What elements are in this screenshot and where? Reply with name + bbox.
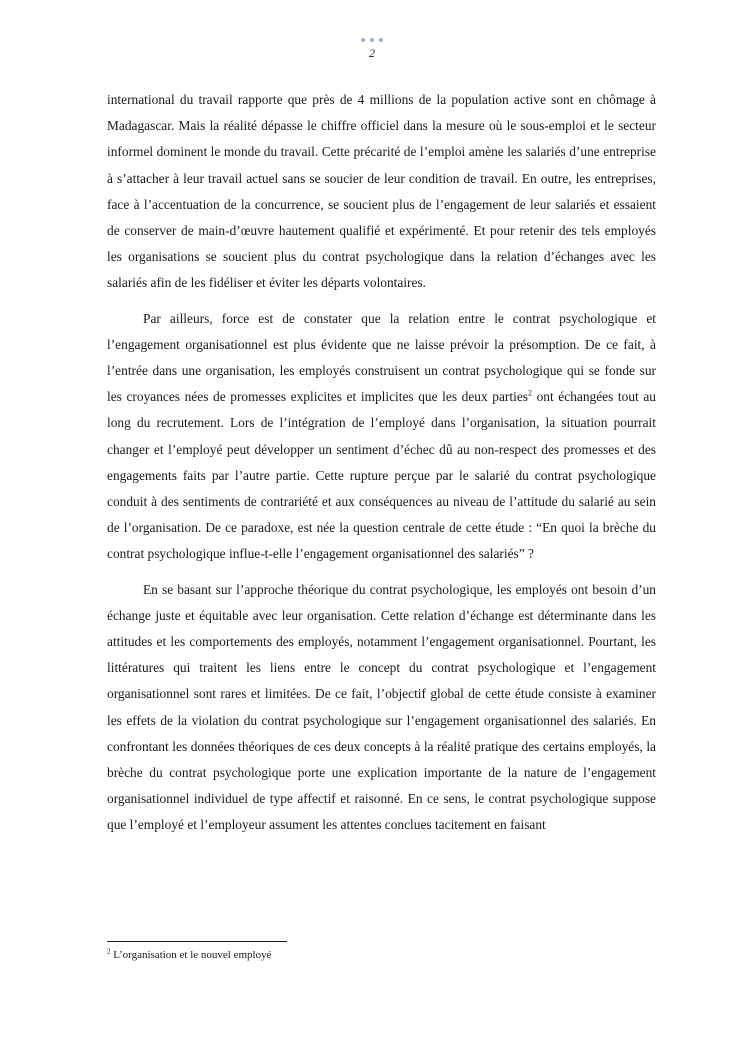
footnote [107,948,656,962]
paragraph-1: international du travail rapporte que près de 4 millions de la population active sont en chômage à Madagascar. Mais la réalité dépasse le chiffre officiel dans la mesure où le sous-emploi et le secteur informel dominent le monde du travail. Cette précarité de l’emploi amène les salariés d’une entreprise à s’attacher à leur travail actuel sans se soucier de leur condition de travail. En outre, les entreprises, face à l’accentuation de la concurrence, se soucient plus de l’engagement de leur salariés et essaient de conserver de main-d’œuvre hautement qualifié et expérimenté. Et pour retenir des tels employés les organisations se soucient plus du contrat psychologique dans la relation d’échanges avec les salariés afin de les fidéliser et éviter les départs volontaires. [107,92,656,291]
paragraph-3: En se basant sur l’approche théorique du contrat psychologique, les employés ont besoin d’un échange juste et équitable avec leur organisation. Cette relation d’échange est déterminante dans les attitudes et les comportements des employés, notamment l’engagement organisationnel. Pourtant, les littératures qui traitent les liens entre le concept du contrat psychologique et l’engagement organisationnel sont rares et limitées. De ce fait, l’objectif global de cette étude consiste à examiner les effets de la violation du contrat psychologique sur l’engagement organisationnel des salariés. En confrontant les données théoriques de ces deux concepts à la réalité pratique des certains employés, la brèche du contrat psychologique porte une explication importante de la nature de l’engagement organisationnel individuel de type affectif et raisonné. En ce sens, le contrat psychologique suppose que l’employé et l’employeur assument les attentes conclues tacitement en faisant [107,581,656,833]
footnote-text: L’organisation et le nouvel employé [110,949,272,961]
dot [361,38,365,42]
dot [370,38,374,42]
page-header [0,38,744,60]
paragraph-2-text-end: ont échangées tout au long du recrutement. Lors de l’intégration de l’employé dans l’organisation, la situation pourrait changer et l’employé peut développer un sentiment d’échec dû au non-respect des promesses et des engagements faits par l’autre partie. Cette rupture perçue par le salarié du contrat psychologique conduit à des sentiments de contrariété et aux conséquences au niveau de l’attitude du salarié au sein de l’organisation. De ce paradoxe, est née la question centrale de cette étude : “En quoi la brèche du contrat psychologique influe-t-elle l’engagement organisationnel des salariés” ? [107,389,656,562]
footnote-number: 2 [107,947,111,956]
paragraph-2-text-start: Par ailleurs, force est de constater que la relation entre le contrat psychologique et l’engagement organisationnel est plus évidente que ne laisse prévoir la présomption. De ce fait, à l’entrée dans une organisation, les employés construisent un contrat psychologique qui se fonde sur les croyances nées de promesses explicites et implicites que les deux parties [107,310,656,405]
page-number: 2 [369,46,375,60]
header-dots-ornament [0,38,744,46]
footnote-separator [107,941,287,942]
document-body [107,87,656,848]
paragraph-2 [107,306,656,568]
dot [379,38,383,42]
footnote-reference[interactable]: 2 [527,388,532,398]
